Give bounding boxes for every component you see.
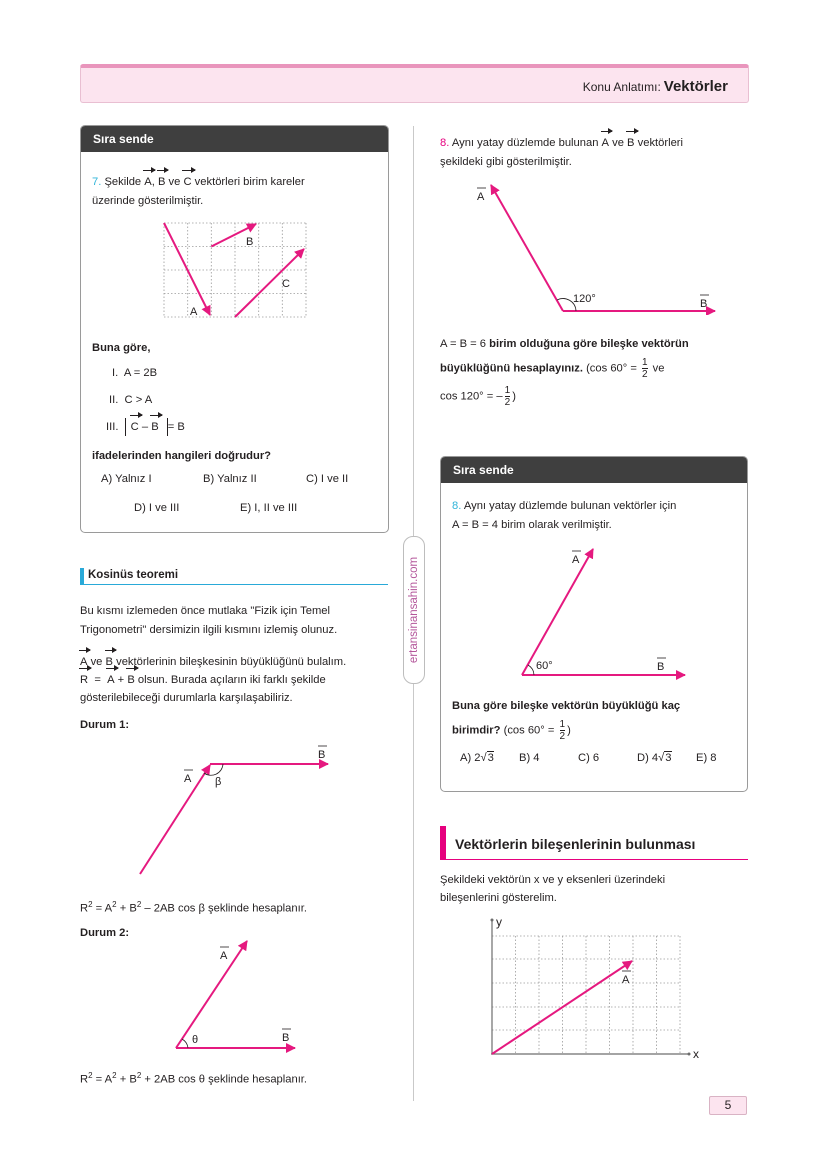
kos-p1-l2: Trigonometri" dersimizin ilgili kısmını izlemiş olunuz. xyxy=(80,624,338,636)
website-tab xyxy=(403,536,425,684)
kos-p2-l3: gösterilebileceği durumlarla karşılaşabiliriz. xyxy=(80,692,293,704)
svg-text:θ: θ xyxy=(192,1034,199,1046)
svg-text:A: A xyxy=(190,306,198,318)
durum1-label: Durum 1: xyxy=(80,719,130,731)
statement-1: I. A = 2B xyxy=(112,367,158,379)
q7-line1: 7. Şekilde A, B ve C vektörleri birim kareler xyxy=(92,173,305,192)
box2-option-d[interactable]: D) 4√3 xyxy=(637,752,672,764)
svg-text:A: A xyxy=(477,191,485,203)
bilesen-l2: bileşenlerini gösterelim. xyxy=(440,892,557,904)
bilesen-graph xyxy=(480,915,705,1065)
durum1-figure xyxy=(130,740,340,880)
q8-line2: şekildeki gibi gösterilmiştir. xyxy=(440,156,572,168)
vector-a xyxy=(492,961,632,1054)
svg-text:A: A xyxy=(622,974,630,986)
section-title: Vektörlerin bileşenlerinin bulunması xyxy=(455,836,696,852)
svg-text:A: A xyxy=(220,950,228,962)
box2-q-l2: birimdir? (cos 60° = $\frac{1}{2}$ ) xyxy=(452,719,571,742)
svg-text:A: A xyxy=(184,773,192,785)
section-bilesenler xyxy=(440,826,748,860)
box2-option-a[interactable]: A) 2√3 xyxy=(460,752,494,764)
box-title: Sıra sende xyxy=(441,457,747,483)
box-title: Sıra sende xyxy=(81,126,388,152)
svg-text:B: B xyxy=(318,749,326,761)
q8-answer-l2: büyüklüğünü hesaplayınız. (cos 60° = $\frac{1}{2}$ ve xyxy=(440,357,665,380)
svg-text:B: B xyxy=(282,1032,290,1044)
svg-text:B: B xyxy=(700,298,708,310)
box2-option-c[interactable]: C) 6 xyxy=(578,752,600,764)
website-text: ertansinansahin.com xyxy=(408,556,420,664)
svg-text:A: A xyxy=(572,554,580,566)
svg-text:β: β xyxy=(215,776,222,788)
option-b[interactable]: B) Yalnız II xyxy=(203,473,257,485)
q8-answer-l3: cos 120° = – $\frac{1}{2}$ ) xyxy=(440,385,516,408)
box2-line2: A = B = 4 birim olarak verilmiştir. xyxy=(452,519,612,531)
box2-figure xyxy=(515,545,690,680)
page-header xyxy=(80,64,749,103)
page-number: 5 xyxy=(709,1096,747,1115)
box2-q-l1: Buna göre bileşke vektörün büyüklüğü kaç xyxy=(452,700,681,712)
section-kosinus xyxy=(80,568,388,585)
section-bar xyxy=(440,826,446,859)
kos-p1-l1: Bu kısmı izlemeden önce mutlaka "Fizik için Temel xyxy=(80,605,330,617)
box2-option-e[interactable]: E) 8 xyxy=(696,752,717,764)
durum2-figure xyxy=(170,935,330,1055)
q7-question: ifadelerinden hangileri doğrudur? xyxy=(92,450,272,462)
formula-1: $R^2 = A^2 + B^2 - 2AB$ cos β şeklinde hesaplanır. xyxy=(80,900,307,915)
q8-line1: 8. Aynı yatay düzlemde bulunan A ve B vektörleri xyxy=(440,134,683,153)
durum2-label: Durum 2: xyxy=(80,927,130,939)
vector-a xyxy=(164,223,210,315)
svg-text:B: B xyxy=(657,661,665,673)
statement-2: II. C > A xyxy=(109,394,153,406)
section-bar xyxy=(80,568,84,584)
q8-answer-l1: A = B = 6 birim olduğuna göre bileşke vektörün xyxy=(440,338,689,350)
option-a[interactable]: A) Yalnız I xyxy=(101,473,152,485)
formula-2: $R^2 = A^2 + B^2 + 2AB$ cos θ şeklinde hesaplanır. xyxy=(80,1071,308,1086)
q7-grid-figure xyxy=(160,218,310,322)
option-e[interactable]: E) I, II ve III xyxy=(240,502,298,514)
statement-3: III. C – B = B xyxy=(106,418,185,437)
svg-text:y: y xyxy=(496,915,502,929)
svg-text:120°: 120° xyxy=(573,293,596,305)
option-d[interactable]: D) I ve III xyxy=(134,502,180,514)
bilesen-l1: Şekildeki vektörün x ve y eksenleri üzerindeki xyxy=(440,874,666,886)
svg-text:C: C xyxy=(282,278,290,290)
kos-p2-l1: A ve B vektörlerinin bileşkesinin büyüklüğünü bulalım. xyxy=(80,653,346,672)
kos-p2-l2: R = A + B olsun. Burada açıların iki farklı şekilde xyxy=(80,671,326,690)
svg-text:60°: 60° xyxy=(536,660,553,672)
vector-c xyxy=(235,249,304,317)
section-title: Kosinüs teoremi xyxy=(88,569,179,581)
header-title: Konu Anlatımı: Vektörler xyxy=(582,78,728,95)
box2-line1: 8. Aynı yatay düzlemde bulunan vektörler için xyxy=(452,500,677,512)
box2-option-b[interactable]: B) 4 xyxy=(519,752,540,764)
svg-text:B: B xyxy=(246,236,254,248)
q7-buna-gore: Buna göre, xyxy=(92,342,151,354)
option-c[interactable]: C) I ve II xyxy=(306,473,349,485)
q8-figure xyxy=(470,180,720,315)
q7-line2: üzerinde gösterilmiştir. xyxy=(92,195,204,207)
svg-text:x: x xyxy=(693,1047,699,1061)
